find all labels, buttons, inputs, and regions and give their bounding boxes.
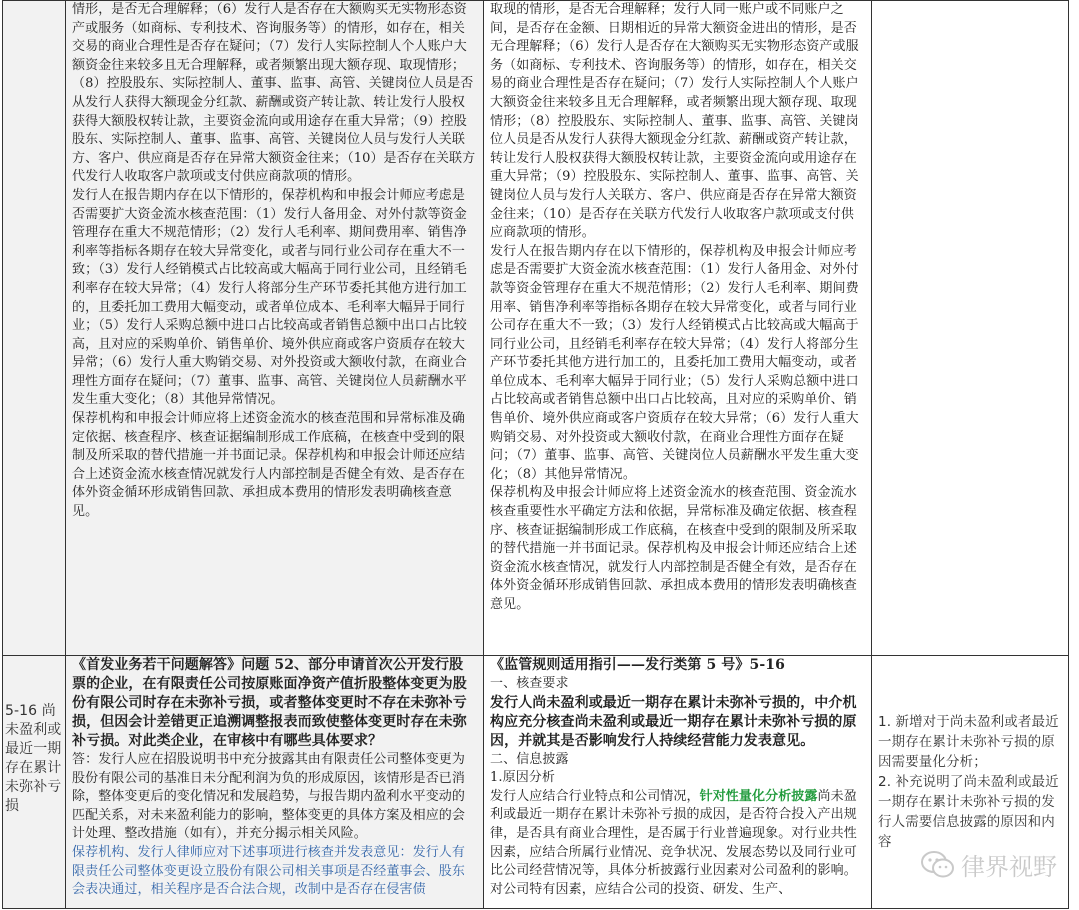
row2-old-answer: 答：发行人应在招股说明书中充分披露其由有限责任公司整体变更为股份有限公司的基准日未分配利润为负的形成原因，该情形是否已消除，整体变更后的变化情况和发展趋势，与报告期内盈利水平变动的匹配关系，对未来盈利能力的影响，整体变更的具体方案及相应的会计处理、整改措施（如有），并充分揭示相关风险。: [72, 752, 466, 842]
row2-new-subheading-3: 1.原因分析: [490, 770, 556, 786]
row2-old-rule-cell: [66, 656, 484, 909]
analysis-highlight: 针对性量化分析披露: [699, 788, 818, 804]
analysis-text-after: 尚未盈利或最近一期存在累计未弥补亏损的成因，是否符合投入产出规律，是否具有商业合理性，是否属于行业普遍现象。对行业共性因素，应结合所属行业情况、竞争状况、发展态势以及同行业可比公司经营情况等，具体分析披露行业因素对公司盈利的影响。对公司特有因素，应结合公司的投资、研发、生产、: [490, 788, 857, 897]
row2-label-cell: 5-16 尚未盈利或最近一期存在累计未弥补亏损: [3, 656, 66, 909]
row2-new-requirement: 发行人尚未盈利或最近一期存在累计未弥补亏损的，中介机构应充分核查尚未盈利或最近一期存在累计未弥补亏损的原因，并就其是否影响发行人持续经营能力发表意见。: [490, 694, 857, 749]
comparison-table: [2, 0, 1069, 909]
row2-new-title: 《监管规则适用指引——发行类第 5 号》5-16: [490, 657, 785, 673]
row2-old-verification: 保荐机构、发行人律师应对下述事项进行核查并发表意见：发行人有限责任公司整体变更设立股份有限公司相关事项是否经董事会、股东会表决通过，相关程序是否合法合规，改制中是否存在侵害债: [72, 844, 466, 898]
row1-old-paragraph-1: 情形，是否无合理解释；（6）发行人是否存在大额购买无实物形态资产或服务（如商标、专利技术、咨询服务等）的情形，如存在，相关交易的商业合理性是否存在疑问；（7）发行人实际控制人个人账户大额资金往来较多且无合理解释，或者频繁出现大额存现、取现情形；（8）控股股东、实际控制人、董事、监事、高管、关键岗位人员是否从发行人获得大额现金分红款、薪酬或资产转让款、转让发行人股权获得大额股权转让款，主要资金流向或用途存在重大异常；（9）控股股东、实际控制人、董事、监事、高管、关键岗位人员与发行人关联方、客户、供应商是否存在异常大额资金往来；（10）是否存在关联方代发行人收取客户款项或支付供应商款项的情形。: [72, 2, 476, 185]
row1-old-rule-cell: [66, 1, 484, 656]
watermark-text: 律界视野: [961, 853, 1057, 881]
note-item-1: 1. 新增对于尚未盈利或者最近一期存在累计未弥补亏损的原因需要量化分析；: [878, 714, 1059, 770]
analysis-text-before: 发行人应结合行业特点和公司情况，: [490, 788, 700, 804]
row2-new-subheading-2: 二、信息披露: [490, 751, 569, 767]
row2-old-question: 《首发业务若干问题解答》问题 52、部分申请首次公开发行股票的企业，在有限责任公司按原账面净资产值折股整体变更为股份有限公司时存在未弥补亏损，或者整体变更时不存在未弥补亏损，但因会计差错更正追溯调整报表而致使整体变更时存在未弥补亏损。对此类企业，在审核中有哪些具体要求？: [72, 657, 467, 749]
row1-notes-cell: [872, 1, 1069, 656]
row1-label-cell: [3, 1, 66, 656]
row1-old-paragraph-3: 保荐机构和申报会计师应将上述资金流水的核查范围和异常标准及确定依据、核查程序、核查证据编制形成工作底稿，在核查中受到的限制及所采取的替代措施一并书面记录。保荐机构和申报会计师还应结合上述资金流水核查情况就发行人内部控制是否健全有效、是否存在体外资金循环形成销售回款、承担成本费用的情形发表明确核查意见。: [72, 411, 466, 520]
row2-new-rule-cell: [484, 656, 872, 909]
row2-new-analysis: [490, 788, 865, 900]
row1-new-paragraph-3: 保荐机构及申报会计师应将上述资金流水的核查范围、资金流水核查重要性水平确定方法和依据，异常标准及确定依据、核查程序、核查证据编制形成工作底稿，在核查中受到的限制及所采取的替代措施一并书面记录。保荐机构及申报会计师还应结合上述资金流水核查情况，就发行人内部控制是否健全有效，是否存在体外资金循环形成销售回款、承担成本费用的情形发表明确核查意见。: [490, 485, 857, 612]
row1-new-paragraph-1: 取现的情形，是否无合理解释；发行人同一账户或不同账户之间，是否存在金额、日期相近的异常大额资金进出的情形，是否无合理解释；（6）发行人是否存在大额购买无实物形态资产或服务（如商标、专利技术、咨询服务等）的情形，如存在，相关交易的商业合理性是否存在疑问；（7）发行人实际控制人个人账户大额资金往来较多且无合理解释，或者频繁出现大额存现、取现情形；（8）控股股东、实际控制人、董事、监事、高管、关键岗位人员是否从发行人获得大额现金分红款、薪酬或资产转让款，转让发行人股权获得大额股权转让款，主要资金流向或用途存在重大异常；（9）控股股东、实际控制人、董事、监事、高管、关键岗位人员与发行人关联方、客户、供应商是否存在异常大额资金往来；（10）是否存在关联方代发行人收取客户款项或支付供应商款项的情形。: [490, 2, 859, 241]
note-item-2: 2. 补充说明了尚未盈利或最近一期存在累计未弥补亏损的发行人需要信息披露的原因和内容: [878, 774, 1059, 850]
table-row: [3, 1, 1069, 656]
row1-old-paragraph-2: 发行人在报告期内存在以下情形的，保荐机构和申报会计师应考虑是否需要扩大资金流水核查范围：（1）发行人备用金、对外付款等资金管理存在重大不规范情形；（2）发行人毛利率、期间费用率、销售净利率等指标各期存在较大异常变化，或者与同行业公司存在重大不一致；（3）发行人经销模式占比较高或大幅高于同行业公司，且经销毛利率存在较大异常；（4）发行人将部分生产环节委托其他方进行加工的，且委托加工费用大幅变动，或者单位成本、毛利率大幅异于同行业；（5）发行人采购总额中进口占比较高或者销售总额中出口占比较高，且对应的采购单价、销售单价、境外供应商或客户资质存在较大异常；（6）发行人重大购销交易、对外投资或大额收付款，在商业合理性方面存在疑问；（7）董事、监事、高管、关键岗位人员薪酬水平发生重大变化；（8）其他异常情况。: [72, 187, 467, 408]
wechat-icon: [921, 850, 955, 880]
watermark: [921, 847, 1057, 882]
row1-new-rule-cell: [484, 1, 872, 656]
row2-new-subheading-1: 一、核查要求: [490, 676, 569, 691]
table-row: [3, 656, 1069, 909]
row1-new-paragraph-2: 发行人在报告期内存在以下情形的，保荐机构及申报会计师应考虑是否需要扩大资金流水核查范围：（1）发行人备用金、对外付款等资金管理存在重大不规范情形；（2）发行人毛利率、期间费用率、销售净利率等指标各期存在较大异常变化，或者与同行业公司存在重大不一致；（3）发行人经销模式占比较高或大幅高于同行业公司，且经销毛利率存在较大异常；（4）发行人将部分生产环节委托其他方进行加工的，且委托加工费用大幅变动，或者单位成本、毛利率大幅异于同行业；（5）发行人采购总额中进口占比较高或者销售总额中出口占比较高，且对应的采购单价、销售单价、境外供应商或客户资质存在较大异常；（6）发行人重大购销交易、对外投资或大额收付款，在商业合理性方面存在疑问；（7）董事、监事、高管、关键岗位人员薪酬水平发生重大变化；（8）其他异常情况。: [490, 243, 859, 482]
